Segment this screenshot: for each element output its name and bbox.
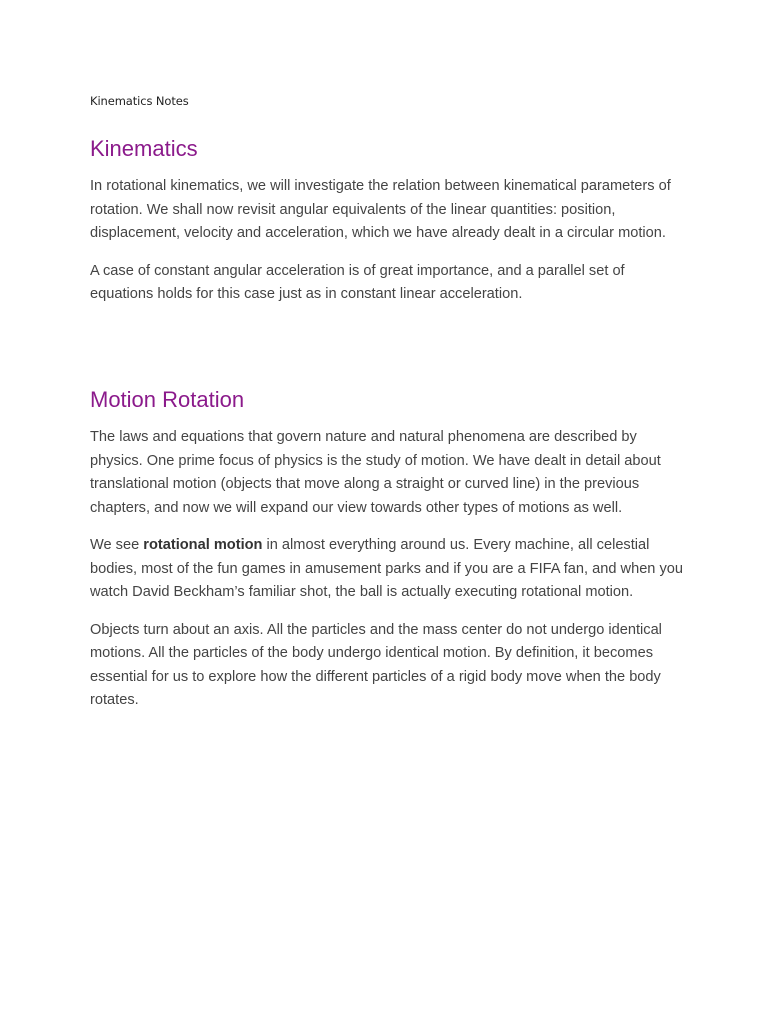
section-motion-rotation [90, 386, 690, 727]
paragraph-rotational-motion [90, 534, 690, 605]
paragraph-text: We see [90, 537, 144, 553]
paragraph: Objects turn about an axis. All the particles and the mass center do not undergo identical motions. All the particles of the body undergo identical motion. By definition, it becomes essential for us to explore how the different particles of a rigid body move when the body rotates. [90, 621, 662, 708]
paragraph-text: in almost everything around us. Every machine, all celestial bodies, most of the fun games in amusement parks and if you are a FIFA fan, and when you watch David Beckham’s familiar shot, the ball is actually executing rotational motion. [90, 537, 684, 600]
paragraph: A case of constant angular acceleration is of great importance, and a parallel set of equations holds for this case just as in constant linear acceleration. [90, 262, 625, 302]
document-header-note: Kinematics Notes [90, 94, 189, 108]
section-title-motion-rotation: Motion Rotation [90, 387, 245, 412]
paragraph: The laws and equations that govern nature and natural phenomena are described by physics. One prime focus of physics is the study of motion. We have dealt in detail about translational motion (objects that move along a straight or curved line) in the previous chapters, and now we will expand our view towards other types of motions as well. [90, 429, 661, 516]
section-title-kinematics: Kinematics [90, 136, 198, 161]
bold-term: rotational motion [143, 537, 263, 553]
section-kinematics [90, 135, 690, 307]
paragraph: In rotational kinematics, we will investigate the relation between kinematical parameters of rotation. We shall now revisit angular equivalents of the linear quantities: position, displacement, velocity and acceleration, which we have already dealt in a circular motion. [90, 178, 671, 241]
